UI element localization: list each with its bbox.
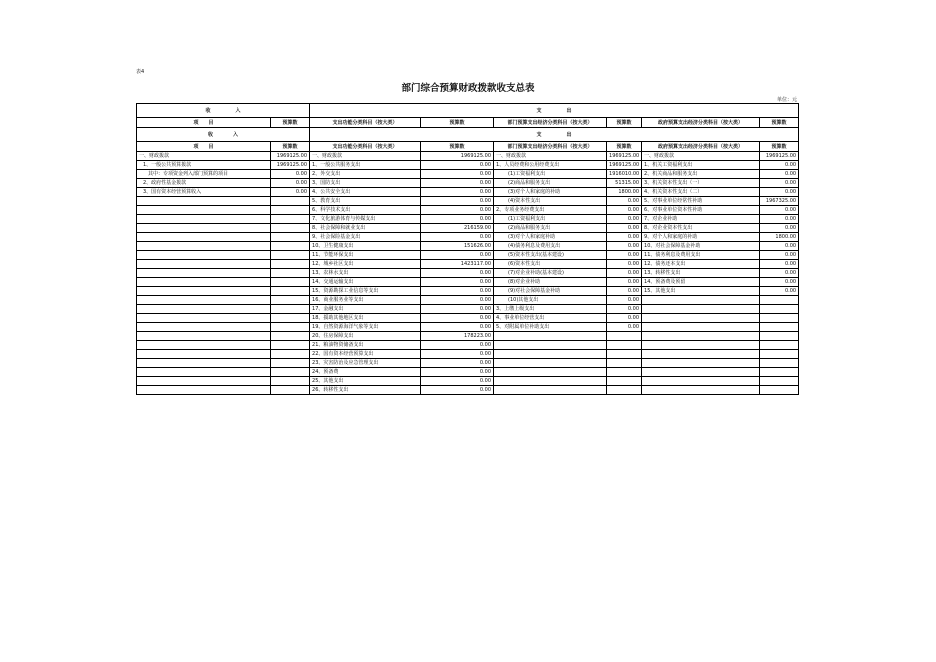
gov-econ-item [642, 323, 760, 332]
func-class-amount: 0.00 [421, 206, 494, 215]
income-amount [271, 323, 310, 332]
dept-econ-item [494, 368, 607, 377]
func-class-item: 9、社会保险基金支出 [310, 233, 421, 242]
func-class-item: 23、灾害防治及应急管理支出 [310, 359, 421, 368]
header-row-3 [137, 128, 799, 142]
income-item [137, 332, 271, 341]
income-amount [271, 377, 310, 386]
gov-econ-amount: 0.00 [760, 215, 799, 224]
income-item [137, 215, 271, 224]
table-row [137, 314, 799, 323]
income-item: 一、财政拨款 [137, 152, 271, 161]
page-title: 部门综合预算财政拨款收支总表 [401, 83, 535, 94]
gov-econ-amount [760, 341, 799, 350]
func-class-item: 24、预备费 [310, 368, 421, 377]
func-class-amount: 0.00 [421, 368, 494, 377]
dept-econ-amount: 0.00 [607, 197, 642, 206]
income-item [137, 278, 271, 287]
dept-econ-amount: 0.00 [607, 242, 642, 251]
gov-econ-amount [760, 386, 799, 395]
income-amount [271, 215, 310, 224]
dept-econ-amount [607, 350, 642, 359]
dept-econ-amount: 0.00 [607, 224, 642, 233]
gov-econ-amount: 0.00 [760, 251, 799, 260]
dept-econ-item: (1)工资福利支出 [494, 215, 607, 224]
table-row [137, 305, 799, 314]
dept-econ-amount: 51315.00 [607, 179, 642, 188]
func-class-amount: 1969125.00 [421, 152, 494, 161]
income-item [137, 233, 271, 242]
dept-econ-item: (4)资本性支出 [494, 197, 607, 206]
income-amount: 1969125.00 [271, 152, 310, 161]
income-item [137, 368, 271, 377]
dept-econ-item [494, 350, 607, 359]
dept-econ-item: (8)对企业补助 [494, 278, 607, 287]
dept-econ-amount: 0.00 [607, 206, 642, 215]
dept-econ-amount: 0.00 [607, 215, 642, 224]
func-class-item: 1、一般公共服务支出 [310, 161, 421, 170]
table-row [137, 224, 799, 233]
dept-econ-item: (5)资本性支出(基本建设) [494, 251, 607, 260]
func-class-item: 10、卫生健康支出 [310, 242, 421, 251]
func-class-item: 3、国防支出 [310, 179, 421, 188]
income-amount [271, 332, 310, 341]
table-row [137, 233, 799, 242]
income-header: 收 入 [137, 128, 310, 142]
gov-econ-amount: 1967325.00 [760, 197, 799, 206]
item-header: 项 目 [137, 142, 271, 152]
func-class-amount: 0.00 [421, 314, 494, 323]
income-item: 其中：专项资金列入部门预算的项目 [137, 170, 271, 179]
func-class-amount: 0.00 [421, 305, 494, 314]
dept-econ-item [494, 341, 607, 350]
dept-econ-item: 4、事业单位经营支出 [494, 314, 607, 323]
gov-econ-item: 9、对个人和家庭的补助 [642, 233, 760, 242]
func-class-amount: 0.00 [421, 323, 494, 332]
gov-econ-item [642, 332, 760, 341]
table-row [137, 179, 799, 188]
func-class-item: 22、国有资本经营预算支出 [310, 350, 421, 359]
dept-econ-amount: 1969125.00 [607, 152, 642, 161]
income-amount: 0.00 [271, 170, 310, 179]
dept-econ-amount: 0.00 [607, 251, 642, 260]
table-body [137, 104, 799, 395]
income-amount [271, 206, 310, 215]
table-row [137, 296, 799, 305]
table-row [137, 323, 799, 332]
gov-econ-amount [760, 350, 799, 359]
func-class-amount: 0.00 [421, 287, 494, 296]
gov-econ-item [642, 368, 760, 377]
gov-econ-amount: 0.00 [760, 179, 799, 188]
func-class-amount: 0.00 [421, 377, 494, 386]
func-class-amount: 0.00 [421, 269, 494, 278]
income-item [137, 359, 271, 368]
gov-econ-item [642, 314, 760, 323]
func-class-amount: 0.00 [421, 170, 494, 179]
table-row [137, 332, 799, 341]
gov-econ-item: 10、对社会保障基金补助 [642, 242, 760, 251]
gov-econ-item: 13、转移性支出 [642, 269, 760, 278]
income-amount [271, 233, 310, 242]
gov-econ-amount [760, 359, 799, 368]
table-row [137, 278, 799, 287]
income-item [137, 314, 271, 323]
func-class-item: 一、财政拨款 [310, 152, 421, 161]
income-amount [271, 197, 310, 206]
func-class-item: 15、资源勘探工业信息等支出 [310, 287, 421, 296]
income-item [137, 206, 271, 215]
func-class-amount: 0.00 [421, 215, 494, 224]
dept-econ-item: 一、财政拨款 [494, 152, 607, 161]
gov-econ-amount: 0.00 [760, 260, 799, 269]
func-class-amount: 1423117.00 [421, 260, 494, 269]
func-class-item: 11、节能环保支出 [310, 251, 421, 260]
dept-econ-item: (9)对社会保障基金补助 [494, 287, 607, 296]
budget-header: 预算数 [760, 142, 799, 152]
gov-econ-item [642, 341, 760, 350]
budget-header: 预算数 [760, 118, 799, 128]
func-class-item: 6、科学技术支出 [310, 206, 421, 215]
income-amount: 0.00 [271, 179, 310, 188]
budget-header: 预算数 [421, 118, 494, 128]
budget-header: 预算数 [607, 118, 642, 128]
income-item [137, 305, 271, 314]
dept-econ-item: (4)债务利息及费用支出 [494, 242, 607, 251]
func-class-amount: 0.00 [421, 161, 494, 170]
expense-header: 支 出 [310, 104, 799, 118]
income-amount [271, 314, 310, 323]
gov-econ-item [642, 350, 760, 359]
table-row [137, 215, 799, 224]
dept-econ-amount [607, 359, 642, 368]
income-item [137, 269, 271, 278]
dept-econ-amount: 0.00 [607, 260, 642, 269]
income-item [137, 386, 271, 395]
income-item [137, 197, 271, 206]
gov-econ-item: 2、机关商品和服务支出 [642, 170, 760, 179]
gov-econ-amount [760, 323, 799, 332]
dept-econ-item: 3、上缴上级支出 [494, 305, 607, 314]
table-row [137, 242, 799, 251]
func-class-item: 2、外交支出 [310, 170, 421, 179]
dept-econ-item: 2、专项业务经费支出 [494, 206, 607, 215]
income-amount [271, 341, 310, 350]
dept-econ-item: (2)商品和服务支出 [494, 179, 607, 188]
dept-econ-amount: 0.00 [607, 323, 642, 332]
func-class-amount: 0.00 [421, 359, 494, 368]
func-class-amount: 0.00 [421, 233, 494, 242]
income-amount [271, 386, 310, 395]
table-row [137, 350, 799, 359]
func-class-amount: 0.00 [421, 296, 494, 305]
dept-econ-amount: 0.00 [607, 296, 642, 305]
dept-econ-item [494, 359, 607, 368]
dept-econ-item: (6)资本性支出 [494, 260, 607, 269]
income-item: 3、国有资本经营预算收入 [137, 188, 271, 197]
func-class-amount: 216159.00 [421, 224, 494, 233]
func-class-amount: 0.00 [421, 341, 494, 350]
gov-econ-item: 12、债务还本支出 [642, 260, 760, 269]
income-amount [271, 359, 310, 368]
gov-econ-header: 政府预算支出经济分类科目（按大类） [642, 142, 760, 152]
dept-econ-amount: 0.00 [607, 269, 642, 278]
income-item [137, 242, 271, 251]
func-class-header: 支出功能分类科目（按大类） [310, 118, 421, 128]
income-amount [271, 269, 310, 278]
dept-econ-item: (2)商品和服务支出 [494, 224, 607, 233]
gov-econ-item [642, 377, 760, 386]
dept-econ-item [494, 386, 607, 395]
func-class-item: 8、社会保障和就业支出 [310, 224, 421, 233]
gov-econ-amount: 0.00 [760, 161, 799, 170]
header-row-4 [137, 142, 799, 152]
func-class-item: 16、商业服务业等支出 [310, 296, 421, 305]
dept-econ-item [494, 332, 607, 341]
gov-econ-item [642, 296, 760, 305]
gov-econ-item [642, 359, 760, 368]
table-row [137, 359, 799, 368]
table-row [137, 188, 799, 197]
dept-econ-amount: 1969125.00 [607, 161, 642, 170]
budget-header: 预算数 [607, 142, 642, 152]
gov-econ-header: 政府预算支出经济分类科目（按大类） [642, 118, 760, 128]
income-item [137, 341, 271, 350]
func-class-item: 7、文化旅游体育与传媒支出 [310, 215, 421, 224]
gov-econ-amount: 1969125.00 [760, 152, 799, 161]
dept-econ-amount [607, 377, 642, 386]
budget-summary-table [136, 103, 799, 395]
dept-econ-item: (1)工资福利支出 [494, 170, 607, 179]
func-class-amount: 151626.00 [421, 242, 494, 251]
func-class-item: 12、城乡社区支出 [310, 260, 421, 269]
dept-econ-amount: 0.00 [607, 314, 642, 323]
budget-header: 预算数 [421, 142, 494, 152]
dept-econ-amount [607, 332, 642, 341]
func-class-amount: 0.00 [421, 188, 494, 197]
table-row [137, 386, 799, 395]
gov-econ-amount [760, 314, 799, 323]
income-item [137, 296, 271, 305]
dept-econ-item: (3)对个人和家庭补助 [494, 233, 607, 242]
gov-econ-item: 7、对企业补助 [642, 215, 760, 224]
func-class-amount: 0.00 [421, 197, 494, 206]
gov-econ-amount: 0.00 [760, 242, 799, 251]
gov-econ-amount [760, 305, 799, 314]
dept-econ-header: 部门预算支出经济分类科目（按大类） [494, 118, 607, 128]
gov-econ-amount: 0.00 [760, 278, 799, 287]
func-class-amount: 0.00 [421, 386, 494, 395]
income-header: 收 入 [137, 104, 310, 118]
income-amount [271, 305, 310, 314]
func-class-amount: 0.00 [421, 350, 494, 359]
func-class-item: 13、农林水支出 [310, 269, 421, 278]
header-row-1 [137, 104, 799, 118]
dept-econ-item: (3)对个人和家庭的补助 [494, 188, 607, 197]
gov-econ-item: 一、财政拨款 [642, 152, 760, 161]
income-item [137, 323, 271, 332]
table-row [137, 206, 799, 215]
gov-econ-amount: 0.00 [760, 287, 799, 296]
func-class-item: 26、转移性支出 [310, 386, 421, 395]
func-class-item: 5、教育支出 [310, 197, 421, 206]
func-class-amount: 0.00 [421, 251, 494, 260]
gov-econ-amount [760, 332, 799, 341]
func-class-item: 21、粮油物资储备支出 [310, 341, 421, 350]
table-row [137, 197, 799, 206]
gov-econ-item: 4、机关资本性支出（二） [642, 188, 760, 197]
dept-econ-header: 部门预算支出经济分类科目（按大类） [494, 142, 607, 152]
budget-header: 预算数 [271, 142, 310, 152]
func-class-amount: 178223.00 [421, 332, 494, 341]
func-class-amount: 0.00 [421, 278, 494, 287]
income-item [137, 350, 271, 359]
income-item: 1、一般公共预算拨款 [137, 161, 271, 170]
func-class-item: 18、援助其他地区支出 [310, 314, 421, 323]
gov-econ-item: 11、债务利息及费用支出 [642, 251, 760, 260]
income-amount [271, 278, 310, 287]
dept-econ-amount: 0.00 [607, 287, 642, 296]
gov-econ-amount: 0.00 [760, 188, 799, 197]
func-class-item: 14、交通运输支出 [310, 278, 421, 287]
expense-header: 支 出 [310, 128, 799, 142]
dept-econ-item [494, 377, 607, 386]
income-item [137, 287, 271, 296]
unit-label: 单位：元 [776, 97, 797, 103]
income-item [137, 224, 271, 233]
func-class-item: 25、其他支出 [310, 377, 421, 386]
dept-econ-amount: 0.00 [607, 233, 642, 242]
gov-econ-amount: 0.00 [760, 206, 799, 215]
table-row [137, 161, 799, 170]
gov-econ-amount: 0.00 [760, 170, 799, 179]
table-row [137, 251, 799, 260]
dept-econ-item: 1、人员经费和公用经费支出 [494, 161, 607, 170]
func-class-item: 20、住房保障支出 [310, 332, 421, 341]
table-row [137, 152, 799, 161]
dept-econ-item: 5、对附属单位补助支出 [494, 323, 607, 332]
gov-econ-item [642, 305, 760, 314]
gov-econ-item: 8、对企业资本性支出 [642, 224, 760, 233]
table-row [137, 170, 799, 179]
func-class-amount: 0.00 [421, 179, 494, 188]
income-amount [271, 368, 310, 377]
income-amount [271, 251, 310, 260]
gov-econ-item [642, 386, 760, 395]
func-class-item: 17、金融支出 [310, 305, 421, 314]
item-header: 项 目 [137, 118, 271, 128]
gov-econ-item: 5、对事业单位经常性补助 [642, 197, 760, 206]
gov-econ-amount: 0.00 [760, 269, 799, 278]
income-amount [271, 296, 310, 305]
dept-econ-item: (10)其他支出 [494, 296, 607, 305]
func-class-header: 支出功能分类科目（按大类） [310, 142, 421, 152]
table-row [137, 287, 799, 296]
dept-econ-amount: 0.00 [607, 305, 642, 314]
dept-econ-item: (7)对企业补助(基本建设) [494, 269, 607, 278]
income-amount [271, 260, 310, 269]
dept-econ-amount [607, 341, 642, 350]
table-row [137, 341, 799, 350]
func-class-item: 19、自然资源海洋气象等支出 [310, 323, 421, 332]
gov-econ-item: 15、其他支出 [642, 287, 760, 296]
gov-econ-item: 14、预备费及预留 [642, 278, 760, 287]
gov-econ-item: 3、机关资本性支出（一） [642, 179, 760, 188]
budget-header: 预算数 [271, 118, 310, 128]
table-row [137, 260, 799, 269]
gov-econ-item: 1、机关工资福利支出 [642, 161, 760, 170]
table-row [137, 368, 799, 377]
gov-econ-amount [760, 377, 799, 386]
income-amount [271, 224, 310, 233]
func-class-item: 4、公共安全支出 [310, 188, 421, 197]
header-row-2 [137, 118, 799, 128]
income-item [137, 251, 271, 260]
income-item: 2、政府性基金拨款 [137, 179, 271, 188]
gov-econ-amount [760, 296, 799, 305]
income-item [137, 377, 271, 386]
dept-econ-amount [607, 386, 642, 395]
income-amount: 1969125.00 [271, 161, 310, 170]
dept-econ-amount: 0.00 [607, 278, 642, 287]
income-amount [271, 242, 310, 251]
income-item [137, 260, 271, 269]
dept-econ-amount: 1916010.00 [607, 170, 642, 179]
income-amount: 0.00 [271, 188, 310, 197]
dept-econ-amount: 1800.00 [607, 188, 642, 197]
income-amount [271, 350, 310, 359]
dept-econ-amount [607, 368, 642, 377]
gov-econ-item: 6、对事业单位资本性补助 [642, 206, 760, 215]
table-row [137, 377, 799, 386]
gov-econ-amount: 1800.00 [760, 233, 799, 242]
gov-econ-amount: 0.00 [760, 224, 799, 233]
income-amount [271, 287, 310, 296]
table-number-tag: 表4 [136, 69, 145, 75]
table-row [137, 269, 799, 278]
gov-econ-amount [760, 368, 799, 377]
